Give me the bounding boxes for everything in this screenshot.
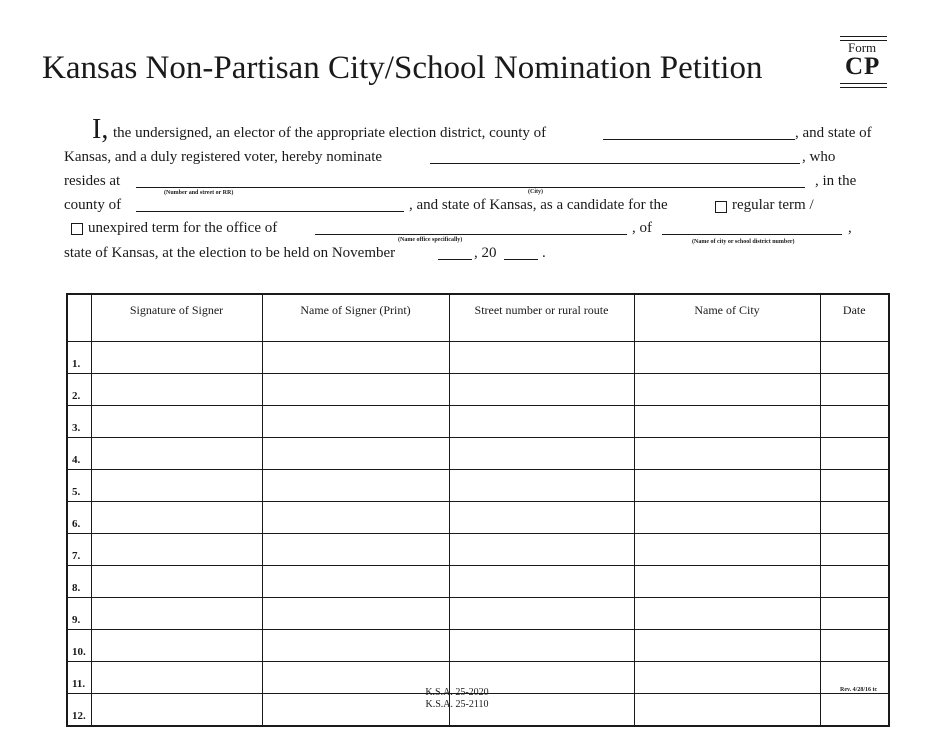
date-cell[interactable] [820,534,889,566]
table-row [67,406,889,438]
district-caption: (Name of city or school district number) [692,239,795,245]
row-number-header [67,294,91,342]
printed-name-cell[interactable] [262,598,449,630]
election-year-field[interactable] [504,259,538,260]
city-cell[interactable] [634,502,820,534]
city-cell[interactable] [634,598,820,630]
statement-line6-year-prefix: , 20 [474,245,497,261]
table-header-row [67,294,889,342]
county-of-elector-field[interactable] [603,139,795,140]
office-name-field[interactable] [315,234,627,235]
statement-line5-end: , [848,220,852,236]
date-cell[interactable] [820,374,889,406]
statement-line4-middle: , and state of Kansas, as a candidate for the [409,197,668,213]
date-cell[interactable] [820,630,889,662]
date-cell[interactable] [820,470,889,502]
city-cell[interactable] [634,566,820,598]
revision-note: Rev. 4/28/16 tc [840,687,878,693]
street-cell[interactable] [449,566,634,598]
city-caption: (City) [528,189,543,195]
printed-name-cell[interactable] [262,534,449,566]
table-row [67,342,889,374]
statement-line1-end: , and state of [795,125,872,141]
printed-name-cell[interactable] [262,502,449,534]
printed-name-cell[interactable] [262,566,449,598]
street-cell[interactable] [449,374,634,406]
city-cell[interactable] [634,438,820,470]
signature-cell[interactable] [91,342,262,374]
row-number: 10. [67,630,91,662]
column-header-printed-name: Name of Signer (Print) [262,294,449,342]
printed-name-cell[interactable] [262,630,449,662]
statute-ref-1: K.S.A. 25-2020 [425,687,489,698]
row-number: 2. [67,374,91,406]
signature-cell[interactable] [91,502,262,534]
column-header-date: Date [820,294,889,342]
table-row [67,630,889,662]
signature-cell[interactable] [91,470,262,502]
signature-cell[interactable] [91,598,262,630]
form-code: CP [845,53,881,80]
city-cell[interactable] [634,694,820,727]
office-caption: (Name office specifically) [398,237,463,243]
page-title: Kansas Non-Partisan City/School Nomination Petition [42,50,763,86]
date-cell[interactable] [820,406,889,438]
date-cell[interactable] [820,342,889,374]
street-cell[interactable] [449,342,634,374]
row-number: 4. [67,438,91,470]
row-number: 11. [67,662,91,694]
street-cell[interactable] [449,406,634,438]
signature-cell[interactable] [91,438,262,470]
row-number: 12. [67,694,91,727]
city-cell[interactable] [634,406,820,438]
signature-cell[interactable] [91,630,262,662]
city-cell[interactable] [634,662,820,694]
printed-name-cell[interactable] [262,470,449,502]
table-row [67,502,889,534]
street-caption: (Number and street or RR) [164,190,234,196]
nominee-name-field[interactable] [430,163,800,164]
signature-cell[interactable] [91,566,262,598]
regular-term-checkbox[interactable] [715,201,727,213]
row-number: 9. [67,598,91,630]
statement-line6-end: . [542,245,546,261]
street-cell[interactable] [449,470,634,502]
date-cell[interactable] [820,598,889,630]
signature-cell[interactable] [91,534,262,566]
signature-cell[interactable] [91,694,262,727]
street-cell[interactable] [449,534,634,566]
statute-ref-2: K.S.A. 25-2110 [425,699,489,710]
statute-references [405,687,509,711]
row-number: 7. [67,534,91,566]
column-header-signature: Signature of Signer [91,294,262,342]
county-of-residence-field[interactable] [136,211,404,212]
printed-name-cell[interactable] [262,374,449,406]
row-number: 5. [67,470,91,502]
statement-line2-text: Kansas, and a duly registered voter, hereby nominate [64,149,383,165]
table-row [67,374,889,406]
statement-line3-end: , in the [815,173,857,189]
signature-cell[interactable] [91,406,262,438]
unexpired-term-checkbox[interactable] [71,223,83,235]
district-name-field[interactable] [662,234,842,235]
street-cell[interactable] [449,502,634,534]
printed-name-cell[interactable] [262,438,449,470]
regular-term-label: regular term / [732,197,814,213]
unexpired-term-label: unexpired term for the office of [88,220,278,236]
street-cell[interactable] [449,630,634,662]
printed-name-cell[interactable] [262,406,449,438]
street-cell[interactable] [449,598,634,630]
column-header-city: Name of City [634,294,820,342]
city-cell[interactable] [634,470,820,502]
statement-line3-text: resides at [64,173,121,189]
statement-initial: I, [92,114,109,145]
city-cell[interactable] [634,534,820,566]
table-row [67,566,889,598]
statement-line5-middle: , of [632,220,652,236]
form-label: Form [848,40,877,55]
row-number: 1. [67,342,91,374]
street-cell[interactable] [449,438,634,470]
city-cell[interactable] [634,630,820,662]
table-row [67,470,889,502]
row-number: 3. [67,406,91,438]
date-cell[interactable] [820,694,889,727]
column-header-street: Street number or rural route [449,294,634,342]
signature-cell[interactable] [91,662,262,694]
statement-line1-text: the undersigned, an elector of the appropriate election district, county of [113,125,547,141]
city-cell[interactable] [634,374,820,406]
city-cell[interactable] [634,342,820,374]
row-number: 8. [67,566,91,598]
table-row [67,534,889,566]
signature-table [66,293,890,727]
table-row [67,598,889,630]
printed-name-cell[interactable] [262,342,449,374]
statement-line6-text: state of Kansas, at the election to be held on November [64,245,396,261]
residence-address-field[interactable] [136,187,805,188]
statement-line4-text: county of [64,197,122,213]
statement-line2-end: , who [802,149,836,165]
table-row [67,438,889,470]
signature-cell[interactable] [91,374,262,406]
date-cell[interactable] [820,502,889,534]
date-cell[interactable] [820,438,889,470]
row-number: 6. [67,502,91,534]
election-day-field[interactable] [438,259,472,260]
date-cell[interactable] [820,566,889,598]
